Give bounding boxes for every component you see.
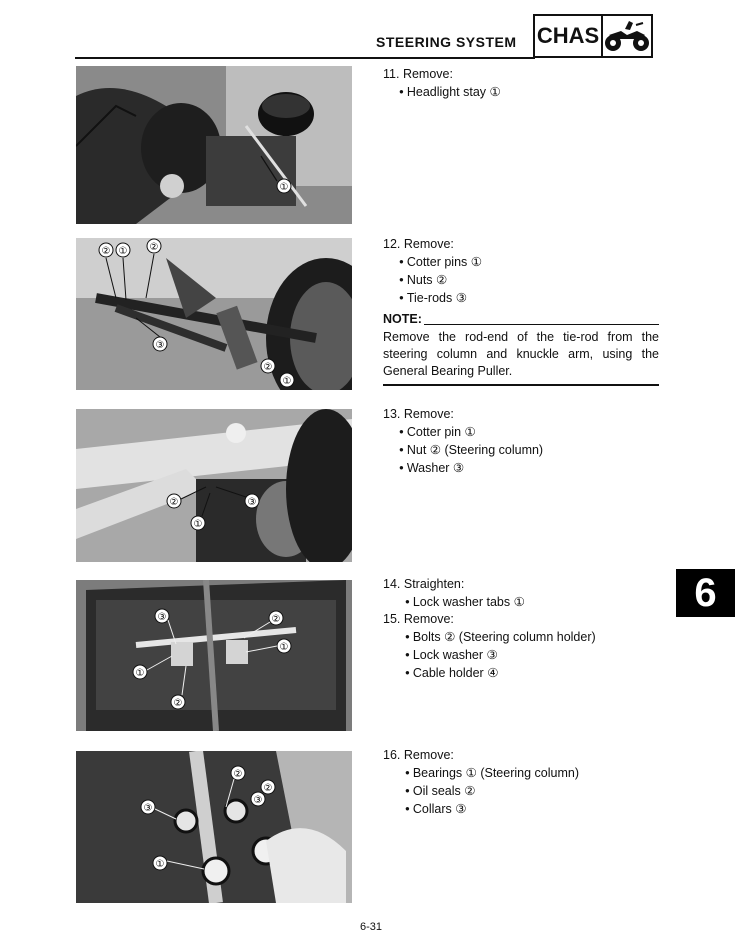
list-item: ● Cotter pins ① [399, 253, 659, 271]
photo-callout: ② [101, 246, 111, 257]
photo-callout: ② [263, 362, 273, 373]
step-number: 12. [383, 237, 401, 251]
photo-callout: ③ [253, 795, 263, 806]
note-heading [383, 311, 659, 328]
photo-tie-rods [76, 238, 352, 390]
note-label: NOTE: [383, 312, 422, 326]
list-item: ● Nut ② (Steering column) [399, 441, 659, 459]
photo-callout: ② [149, 242, 159, 253]
step-action: Remove: [403, 612, 454, 626]
step-13 [383, 406, 659, 477]
step-action: Remove: [403, 748, 454, 762]
step-action: Straighten: [403, 577, 465, 591]
atv-icon [603, 16, 651, 56]
step-number: 14. [383, 577, 401, 591]
list-item: ● Lock washer ③ [405, 646, 659, 664]
section-code: CHAS [535, 16, 603, 56]
photo-bearings-oil-seals [76, 751, 352, 903]
section-badge [533, 14, 653, 58]
photo-callout: ① [279, 642, 289, 653]
step-number: 11. [383, 67, 400, 81]
step-action: Remove: [403, 407, 454, 421]
list-item: ● Oil seals ② [405, 782, 659, 800]
list-item: ● Tie-rods ③ [399, 289, 659, 307]
step-number: 16. [383, 748, 401, 762]
list-item: ● Washer ③ [399, 459, 659, 477]
step-action: Remove: [403, 237, 454, 251]
step-number: 15. [383, 612, 401, 626]
photo-callout: ③ [157, 612, 167, 623]
note-text: Remove the rod-end of the tie-rod from the steering column and knuckle arm, using the General Bearing Puller. [383, 330, 659, 378]
list-item: ● Lock washer tabs ① [405, 593, 659, 611]
photo-steering-column-holder [76, 580, 352, 731]
photo-callout: ② [263, 783, 273, 794]
list-item: ● Headlight stay ① [399, 83, 659, 101]
photo-callout: ③ [155, 340, 165, 351]
photo-callout: ① [282, 376, 292, 387]
photo-callout: ② [173, 698, 183, 709]
photo-steering-column-nut [76, 409, 352, 562]
step-number: 13. [383, 407, 401, 421]
photo-callout: ① [135, 668, 145, 679]
list-item: ● Bolts ② (Steering column holder) [405, 628, 659, 646]
photo-callout: ① [155, 859, 165, 870]
list-item: ● Cotter pin ① [399, 423, 659, 441]
photo-callout: ② [271, 614, 281, 625]
photo-callout: ① [193, 519, 203, 530]
photo-callout: ② [169, 497, 179, 508]
photo-callout: ③ [143, 803, 153, 814]
page-number: 6-31 [360, 921, 383, 933]
step-11 [383, 66, 659, 101]
step-14 [383, 576, 659, 682]
list-item: ● Collars ③ [405, 800, 659, 818]
photo-callout: ② [233, 769, 243, 780]
list-item: ● Cable holder ④ [405, 664, 659, 682]
photo-headlight-stay [76, 66, 352, 224]
header-rule [75, 57, 535, 59]
list-item: ● Nuts ② [399, 271, 659, 289]
step-12 [383, 236, 659, 386]
step-16 [383, 747, 659, 818]
chapter-tab: 6 [676, 569, 735, 617]
note-end-rule [383, 384, 659, 386]
photo-callout: ③ [247, 497, 257, 508]
page-title: STEERING SYSTEM [376, 34, 517, 50]
step-action: Remove: [402, 67, 453, 81]
list-item: ● Bearings ① (Steering column) [405, 764, 659, 782]
photo-callout: ① [118, 246, 128, 257]
photo-callout: ① [279, 182, 289, 193]
